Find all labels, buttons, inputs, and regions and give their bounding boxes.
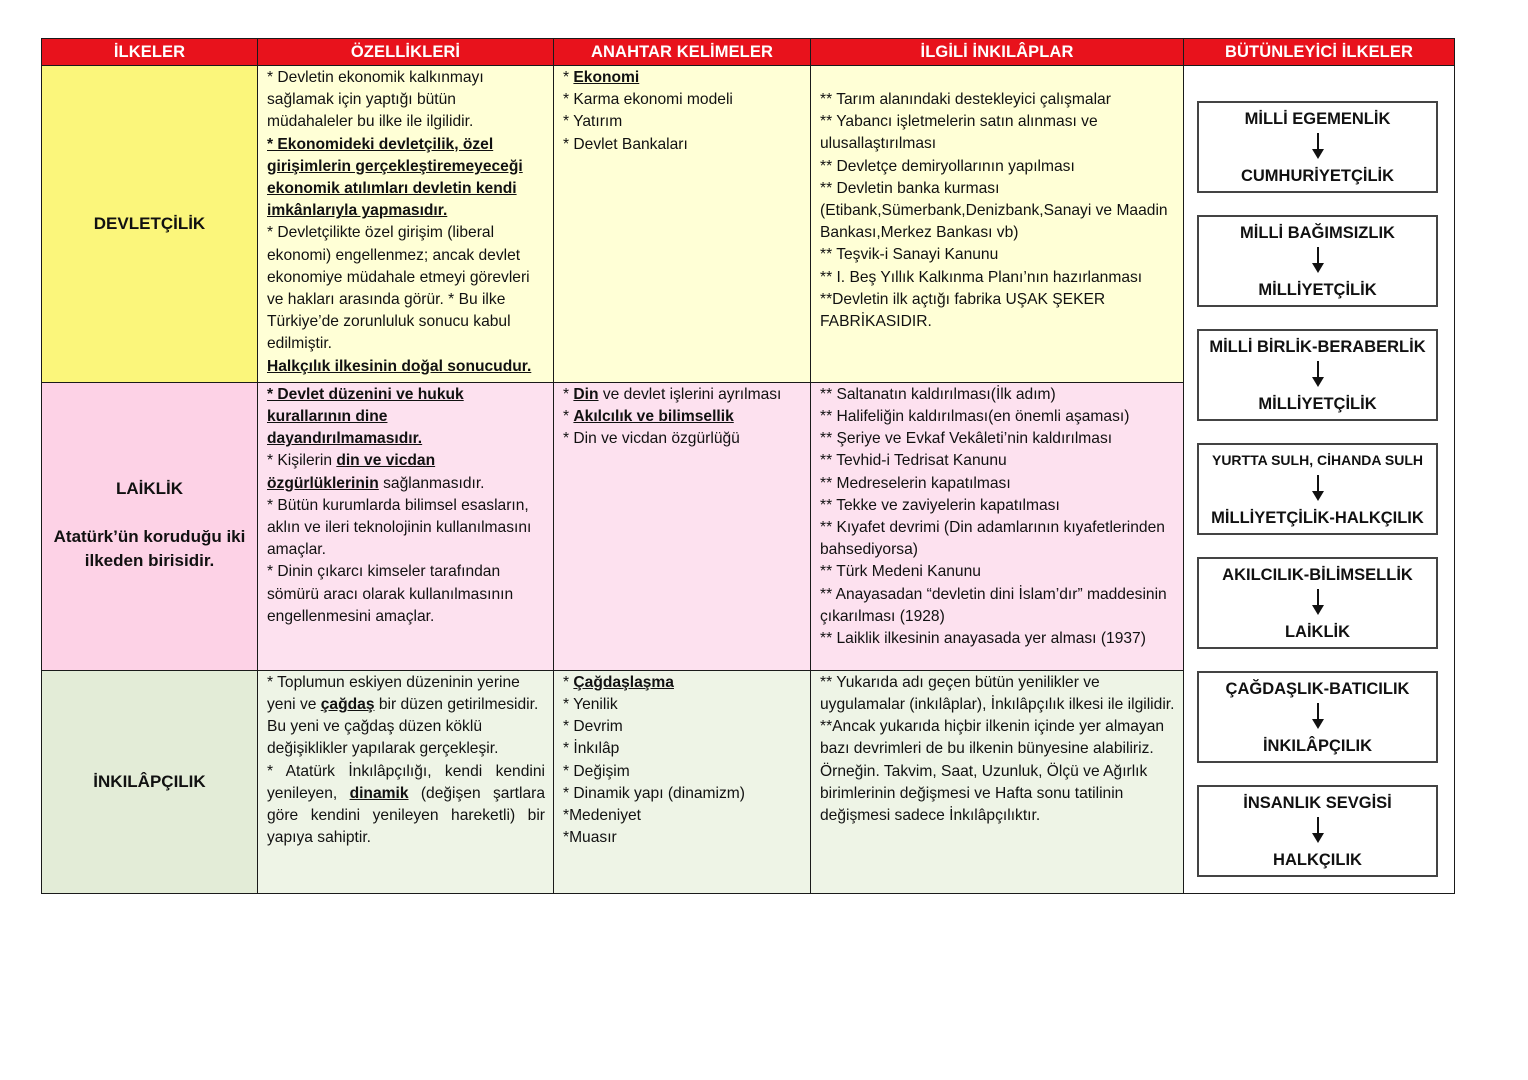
principles-table: [41, 38, 1455, 894]
keyword-item: *Medeniyet: [563, 807, 642, 825]
header-row: [42, 39, 1455, 66]
reform-item: ** Tevhid-i Tedrisat Kanunu: [820, 452, 1007, 470]
reform-item: ** Laiklik ilkesinin anayasada yer alması (1937): [820, 630, 1146, 648]
reform-item: ** Devletçe demiryollarının yapılması: [820, 157, 1075, 175]
feature-emphasis: dinamik: [349, 784, 409, 802]
keyword-item: [563, 406, 802, 428]
complementary-top: ÇAĞDAŞLIK-BATICILIK: [1225, 680, 1410, 698]
complementary-top: MİLLİ BAĞIMSIZLIK: [1240, 224, 1395, 242]
reforms-laiklik: [811, 382, 1184, 670]
complementary-bottom: CUMHURİYETÇİLİK: [1240, 167, 1395, 185]
principle-name-laiklik: [42, 382, 258, 670]
complementary-top: MİLLİ EGEMENLİK: [1244, 110, 1391, 128]
header-ilkeler: İLKELER: [42, 39, 258, 66]
header-butunleyici-ilkeler: BÜTÜNLEYİCİ İLKELER: [1184, 39, 1455, 66]
arrow-down-icon: [1317, 133, 1320, 159]
complementary-bottom: MİLLİYETÇİLİK: [1258, 281, 1377, 299]
principles-table-sheet: [41, 38, 1454, 894]
header-anahtar-kelimeler: ANAHTAR KELİMELER: [554, 39, 811, 66]
feature-fragment: (değişen şartlara göre kendini yenileyen hareketli) bir yapıya sahiptir.: [267, 784, 545, 847]
complementary-top: YURTTA SULH, CİHANDA SULH: [1211, 452, 1424, 468]
keyword-bullet: *: [563, 385, 574, 403]
feature-text: * Dinin çıkarcı kimseler tarafından sömürü aracı olarak kullanılmasının engellenmesini amaçlar.: [267, 563, 514, 625]
feature-text: * Devletçilikte özel girişim (liberal ekonomi) engellenmez; ancak devlet ekonomiye müdahale etmeyi görevleri ve hakları arasında görür. * Bu ilke Türkiye’de zorunluluk sonucu kabul edilmiştir.: [267, 224, 530, 353]
keywords-laiklik: [554, 382, 811, 670]
reform-item: ** Şeriye ve Evkaf Vekâleti’nin kaldırılması: [820, 430, 1113, 448]
complementary-top: MİLLİ BİRLİK-BERABERLİK: [1209, 338, 1426, 356]
complementary-box: [1197, 557, 1438, 649]
complementary-bottom: HALKÇILIK: [1273, 851, 1362, 869]
reform-item: ** Halifeliğin kaldırılması(en önemli aşaması): [820, 408, 1130, 426]
keyword-bullet: *: [563, 673, 574, 691]
reform-item: ** Yabancı işletmelerin satın alınması ve ulusallaştırılması: [820, 113, 1098, 153]
arrow-down-icon: [1317, 817, 1320, 843]
principle-name-devletcilik: [42, 66, 258, 383]
keyword-item: * Devrim: [563, 718, 623, 736]
keyword-emphasis: Akılcılık ve bilimsellik: [573, 408, 734, 426]
reform-item: ** Yukarıda adı geçen bütün yenilikler ve uygulamalar (inkılâplar), İnkılâpçılık ilkesi ile ilgilidir.: [820, 673, 1175, 714]
keyword-item: *Muasır: [563, 829, 617, 847]
keyword-item: * Devlet Bankaları: [563, 135, 688, 153]
keyword-item: * Din ve vicdan özgürlüğü: [563, 430, 740, 448]
features-devletcilik: [258, 66, 554, 383]
reform-item: ** Teşvik-i Sanayi Kanunu: [820, 246, 999, 264]
header-ilgili-inkilaplar: İLGİLİ İNKILÂPLAR: [811, 39, 1184, 66]
keyword-item: * Yatırım: [563, 113, 623, 131]
reform-item: ** Saltanatın kaldırılması(İlk adım): [820, 385, 1056, 403]
feature-fragment: * Atatürk İnkılâpçılığı, kendi kendini yenileyen,: [267, 762, 550, 802]
feature-text: * Devletin ekonomik kalkınmayı sağlamak için yaptığı bütün müdahaleler bu ilke ile ilgilidir.: [267, 69, 484, 131]
row-devletcilik: [42, 66, 1455, 383]
complementary-bottom: MİLLİYETÇİLİK-HALKÇILIK: [1211, 509, 1424, 527]
reform-item: ** Devletin banka kurması (Etibank,Sümerbank,Denizbank,Sanayi ve Maadin Bankası,Merkez Bankası vb): [820, 179, 1168, 242]
feature-text: [267, 761, 550, 850]
reform-item: **Devletin ilk açtığı fabrika UŞAK ŞEKER FABRİKASIDIR.: [820, 290, 1106, 331]
keyword-item: * Dinamik yapı (dinamizm): [563, 784, 745, 802]
feature-fragment: * Toplumun eskiyen düzeninin yerine yeni ve: [267, 673, 525, 714]
feature-text: * Devlet düzenini ve hukuk kurallarının dine dayandırılmamasıdır.: [267, 385, 464, 448]
complementary-bottom: LAİKLİK: [1284, 623, 1351, 641]
reform-item: ** Tekke ve zaviyelerin kapatılması: [820, 496, 1060, 514]
reform-item: ** Kıyafet devrimi (Din adamlarının kıyafetlerinden bahsediyorsa): [820, 519, 1165, 559]
complementary-top: İNSANLIK SEVGİSİ: [1243, 794, 1392, 812]
header-ozellikleri: ÖZELLİKLERİ: [258, 39, 554, 66]
principle-name-inkilapcilik: [42, 670, 258, 893]
complementary-boxes: [1184, 66, 1454, 886]
complementary-box: [1197, 101, 1438, 193]
keyword-item: [563, 672, 802, 694]
feature-text: [267, 450, 545, 494]
feature-emphasis: çağdaş: [320, 696, 375, 714]
principle-title: İNKILÂPÇILIK: [93, 771, 206, 791]
keyword-item: * Karma ekonomi modeli: [563, 91, 733, 109]
feature-fragment: * Kişilerin: [267, 452, 337, 470]
principle-title: DEVLETÇİLİK: [93, 213, 206, 233]
keyword-emphasis: Çağdaşlaşma: [573, 673, 674, 691]
features-inkilapcilik: [258, 670, 554, 893]
principle-note: Atatürk’ün koruduğu iki ilkeden birisidir.: [53, 527, 246, 571]
arrow-down-icon: [1317, 247, 1320, 273]
principle-title: LAİKLİK: [115, 479, 184, 499]
feature-emphasis: din ve vicdan özgürlüklerinin: [267, 452, 436, 492]
reform-item: ** I. Beş Yıllık Kalkınma Planı’nın hazırlanması: [820, 268, 1143, 286]
keyword-item: * İnkılâp: [563, 740, 620, 758]
keyword-item: * Değişim: [563, 762, 630, 780]
keyword-fragment: ve devlet işlerini ayrılması: [598, 385, 782, 403]
keywords-devletcilik: [554, 66, 811, 383]
keyword-bullet: *: [563, 69, 574, 86]
complementary-box: [1197, 215, 1438, 307]
complementary-box: [1197, 443, 1438, 535]
keyword-emphasis: Ekonomi: [573, 69, 640, 86]
reform-item: ** Medreselerin kapatılması: [820, 474, 1011, 492]
feature-text: Halkçılık ilkesinin doğal sonucudur.: [267, 357, 532, 375]
complementary-principles-column: [1184, 66, 1455, 894]
feature-fragment: bir düzen getirilmesidir. Bu yeni ve çağdaş düzen köklü değişiklikler yapılarak gerçekleşir.: [267, 696, 539, 758]
reforms-devletcilik: [811, 66, 1184, 383]
complementary-bottom: İNKILÂPÇILIK: [1262, 737, 1373, 755]
reform-item: ** Türk Medeni Kanunu: [820, 563, 981, 581]
feature-text: * Bütün kurumlarda bilimsel esasların, aklın ve ileri teknolojinin kullanılmasını amaçlar.: [267, 496, 532, 559]
arrow-down-icon: [1317, 703, 1320, 729]
reforms-inkilapcilik: [811, 670, 1184, 893]
keyword-item: [563, 384, 802, 406]
reform-item: **Ancak yukarıda hiçbir ilkenin içinde yer almayan bazı devrimleri de bu ilkenin bünyesine alabiliriz.: [820, 718, 1165, 758]
arrow-down-icon: [1317, 361, 1320, 387]
complementary-top: AKILCILIK-BİLİMSELLİK: [1222, 566, 1413, 584]
feature-text: * Ekonomideki devletçilik, özel girişimlerin gerçekleştiremeyeceği ekonomik atılımları devletin kendi imkânlarıyla yapmasıdır.: [267, 135, 523, 220]
complementary-bottom: MİLLİYETÇİLİK: [1258, 395, 1377, 413]
arrow-down-icon: [1317, 589, 1320, 615]
complementary-box: [1197, 785, 1438, 877]
complementary-box: [1197, 671, 1438, 763]
reform-item: ** Tarım alanındaki destekleyici çalışmalar: [820, 91, 1111, 108]
keyword-bullet: *: [563, 408, 574, 426]
features-laiklik: [258, 382, 554, 670]
keywords-inkilapcilik: [554, 670, 811, 893]
keyword-emphasis: Din: [573, 385, 599, 403]
complementary-box: [1197, 329, 1438, 421]
reform-item: ** Anayasadan “devletin dini İslam’dır” maddesinin çıkarılması (1928): [820, 585, 1167, 625]
keyword-item: * Yenilik: [563, 696, 618, 714]
feature-text: [267, 672, 545, 761]
arrow-down-icon: [1317, 475, 1320, 501]
feature-fragment: sağlanmasıdır.: [378, 474, 485, 492]
reform-item: Örneğin. Takvim, Saat, Uzunluk, Ölçü ve Ağırlık birimlerinin değişmesi ve Hafta sonu tatilinin değişmesi sadece İnkılâpçılıktır.: [820, 762, 1148, 825]
keyword-item: [563, 67, 802, 89]
